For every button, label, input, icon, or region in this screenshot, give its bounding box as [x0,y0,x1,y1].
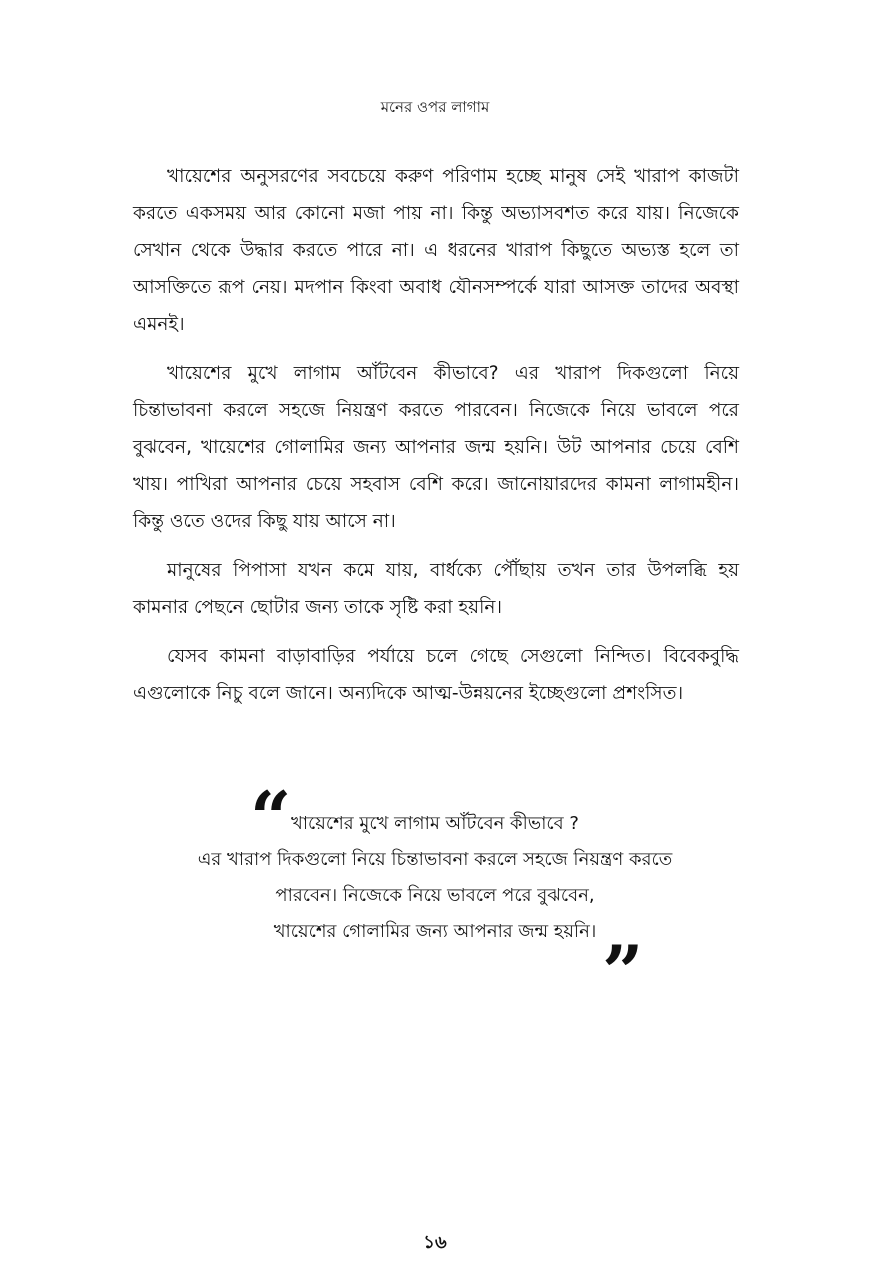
page-number: ১৬ [423,1232,447,1253]
paragraph: খায়েশের অনুসরণের সবচেয়ে করুণ পরিণাম হচ্ছে মানুষ সেই খারাপ কাজটা করতে একসময় আর কোনো মজা পায় না। কিন্তু অভ্যাসবশত করে যায়। নিজেকে সেখান থেকে উদ্ধার করতে পারে না। এ ধরনের খারাপ কিছুতে অভ্যস্ত হলে তা আসক্তিতে রূপ নেয়। মদপান কিংবা অবাধ যৌনসম্পর্কে যারা আসক্ত তাদের অবস্থা এমনই। [133,166,739,335]
pull-quote-line: খায়েশের মুখে লাগাম আঁটবেন কীভাবে ? [291,813,579,834]
open-quote-icon: “ [250,775,292,860]
pull-quote-line: এর খারাপ দিকগুলো নিয়ে চিন্তাভাবনা করলে সহজে নিয়ন্ত্রণ করতে [197,849,673,870]
body-text [133,158,739,724]
paragraph: মানুষের পিপাসা যখন কমে যায়, বার্ধক্যে পৌঁছায় তখন তার উপলব্ধি হয় কামনার পেছনে ছোটার জন্য তাকে সৃষ্টি করা হয়নি। [133,560,739,618]
paragraph: যেসব কামনা বাড়াবাড়ির পর্যায়ে চলে গেছে সেগুলো নিন্দিত। বিবেকবুদ্ধি এগুলোকে নিচু বলে জানে। অন্যদিকে আত্ম-উন্নয়নের ইচ্ছেগুলো প্রশংসিত। [133,646,739,704]
paragraph: খায়েশের মুখে লাগাম আঁটবেন কীভাবে? এর খারাপ দিকগুলো নিয়ে চিন্তাভাবনা করলে সহজে নিয়ন্ত্রণ করতে পারবেন। নিজেকে নিয়ে ভাবলে পরে বুঝবেন, খায়েশের গোলামির জন্য আপনার জন্ম হয়নি। উট আপনার চেয়ে বেশি খায়। পাখিরা আপনার চেয়ে সহবাস বেশি করে। জানোয়ারদের কামনা লাগামহীন। কিন্তু ওতে ওদের কিছু যায় আসে না। [133,363,739,532]
pull-quote-line: খায়েশের গোলামির জন্য আপনার জন্ম হয়নি। [273,921,597,942]
close-quote-icon: ” [602,929,644,1014]
running-header: মনের ওপর লাগাম [380,98,490,116]
pull-quote-line: পারবেন। নিজেকে নিয়ে ভাবলে পরে বুঝবেন, [275,885,595,906]
